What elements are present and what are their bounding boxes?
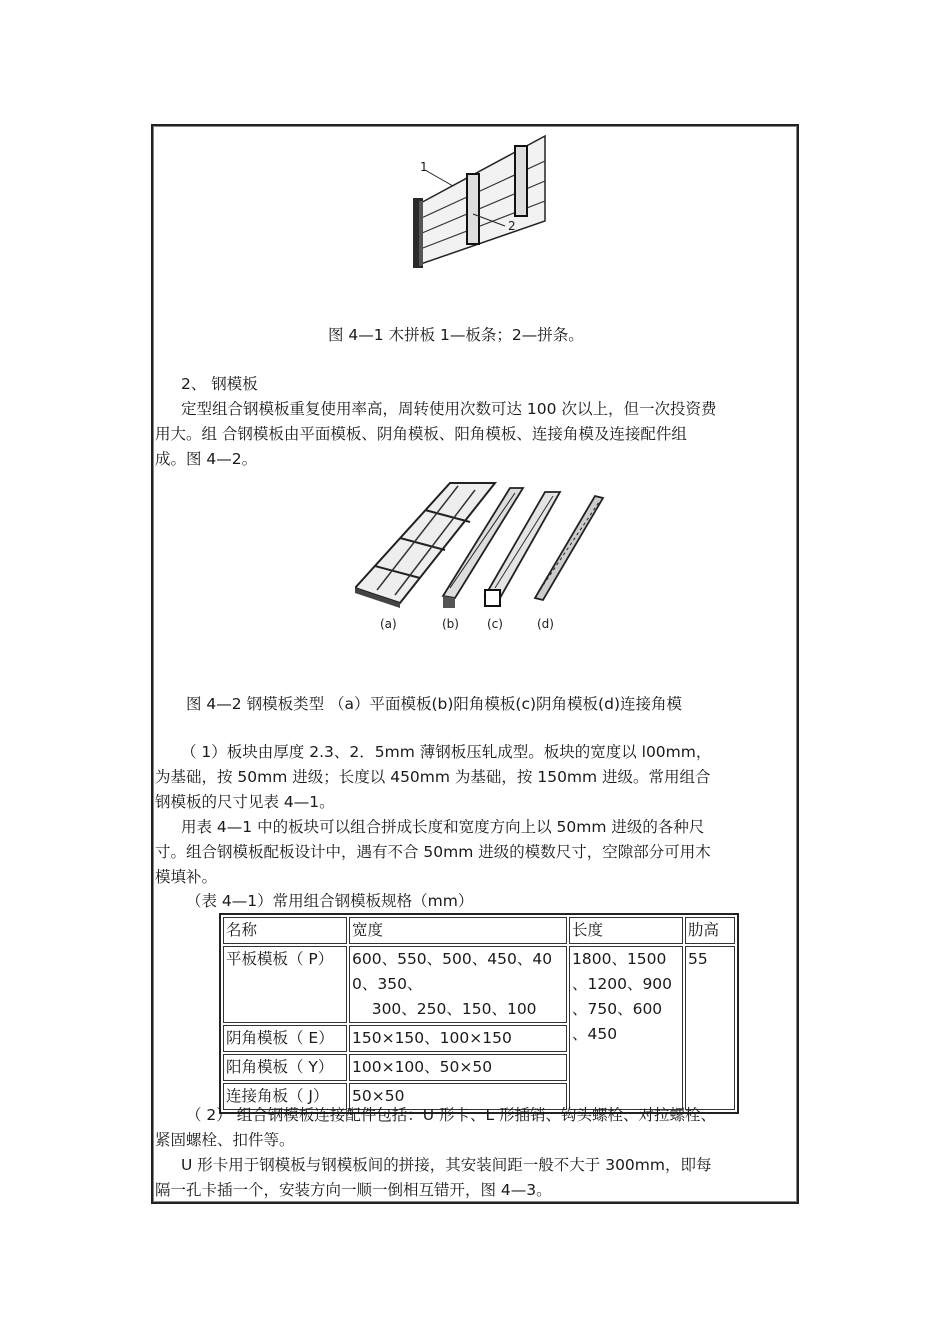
section-heading: 2、 钢模板 xyxy=(181,375,258,393)
length-line: 、750、600 xyxy=(572,1000,663,1018)
steel-formwork-figure xyxy=(355,478,615,608)
para2-line: 寸。组合钢模板配板设计中，遇有不合 50mm 进级的模数尺寸，空隙部分可用木 xyxy=(155,843,711,861)
para4-line: 隔一孔卡插一个，安装方向一顺一倒相互错开，图 4—3。 xyxy=(155,1181,552,1199)
table-cell-width: 50×50 xyxy=(349,1083,567,1110)
width-line: 0、350、 xyxy=(352,975,423,993)
wood-panel-figure xyxy=(405,126,555,271)
width-line: 600、550、500、450、40 xyxy=(352,950,553,968)
table-row xyxy=(223,946,735,1023)
para4-line: U 形卡用于钢模板与钢模板间的拼接，其安装间距一般不大于 300mm，即每 xyxy=(181,1156,712,1174)
table-cell-name: 阳角模板（ Y） xyxy=(223,1054,347,1081)
table-cell-width: 150×150、100×150 xyxy=(349,1025,567,1052)
table-caption: （表 4—1）常用组合钢模板规格（mm） xyxy=(186,892,474,910)
para1-line: 钢模板的尺寸见表 4—1。 xyxy=(155,793,335,811)
table-cell-length xyxy=(569,946,683,1110)
fig2-label-b: (b) xyxy=(442,617,459,631)
length-line: 1800、1500 xyxy=(572,950,667,968)
table-cell-name: 连接角板（ J） xyxy=(223,1083,347,1110)
fig2-label-c: (c) xyxy=(487,617,503,631)
table-header-cell: 肋高 xyxy=(685,917,735,944)
section-para-line: 成。图 4—2。 xyxy=(155,450,258,468)
width-line: 300、250、150、100 xyxy=(352,1000,537,1018)
table-cell-name: 阴角模板（ E） xyxy=(223,1025,347,1052)
section-para-line: 定型组合钢模板重复使用率高，周转使用次数可达 100 次以上，但一次投资费 xyxy=(181,400,717,418)
para1-line: 为基础，按 50mm 进级；长度以 450mm 为基础，按 150mm 进级。常用组合 xyxy=(155,768,711,786)
table-header-cell: 名称 xyxy=(223,917,347,944)
fig2-label-d: (d) xyxy=(537,617,554,631)
para2-line: 用表 4—1 中的板块可以组合拼成长度和宽度方向上以 50mm 进级的各种尺 xyxy=(181,818,705,836)
table-cell-name: 平板模板（ P） xyxy=(223,946,347,1023)
length-line: 、450 xyxy=(572,1025,618,1043)
length-line: 、1200、900 xyxy=(572,975,673,993)
fig1-label-1: 1 xyxy=(420,160,428,174)
table-cell-rib-height: 55 xyxy=(685,946,735,1110)
table-header-cell: 宽度 xyxy=(349,917,567,944)
fig2-caption: 图 4—2 钢模板类型 （a）平面模板(b)阳角模板(c)阴角模板(d)连接角模 xyxy=(186,695,682,713)
section-para-line: 用大。组 合钢模板由平面模板、阴角模板、阳角模板、连接角模及连接配件组 xyxy=(155,425,687,443)
table-header-cell: 长度 xyxy=(569,917,683,944)
para2-line: 模填补。 xyxy=(155,868,218,886)
para3-line: 紧固螺栓、扣件等。 xyxy=(155,1131,295,1149)
fig2-label-a: (a) xyxy=(380,617,397,631)
para3-line: （ 2） 组合钢模板连接配件包括：U 形卡、L 形插销、钩头螺栓、对拉螺栓、 xyxy=(186,1106,717,1124)
table-cell-width xyxy=(349,946,567,1023)
spec-table xyxy=(219,913,739,1114)
table-header-row xyxy=(223,917,735,944)
fig1-caption: 图 4—1 木拼板 1—板条；2—拼条。 xyxy=(328,326,584,344)
fig1-label-2: 2 xyxy=(508,219,516,233)
para1-line: （ 1）板块由厚度 2.3、2．5mm 薄钢板压轧成型。板块的宽度以 l00mm， xyxy=(181,743,712,761)
table-cell-width: 100×100、50×50 xyxy=(349,1054,567,1081)
